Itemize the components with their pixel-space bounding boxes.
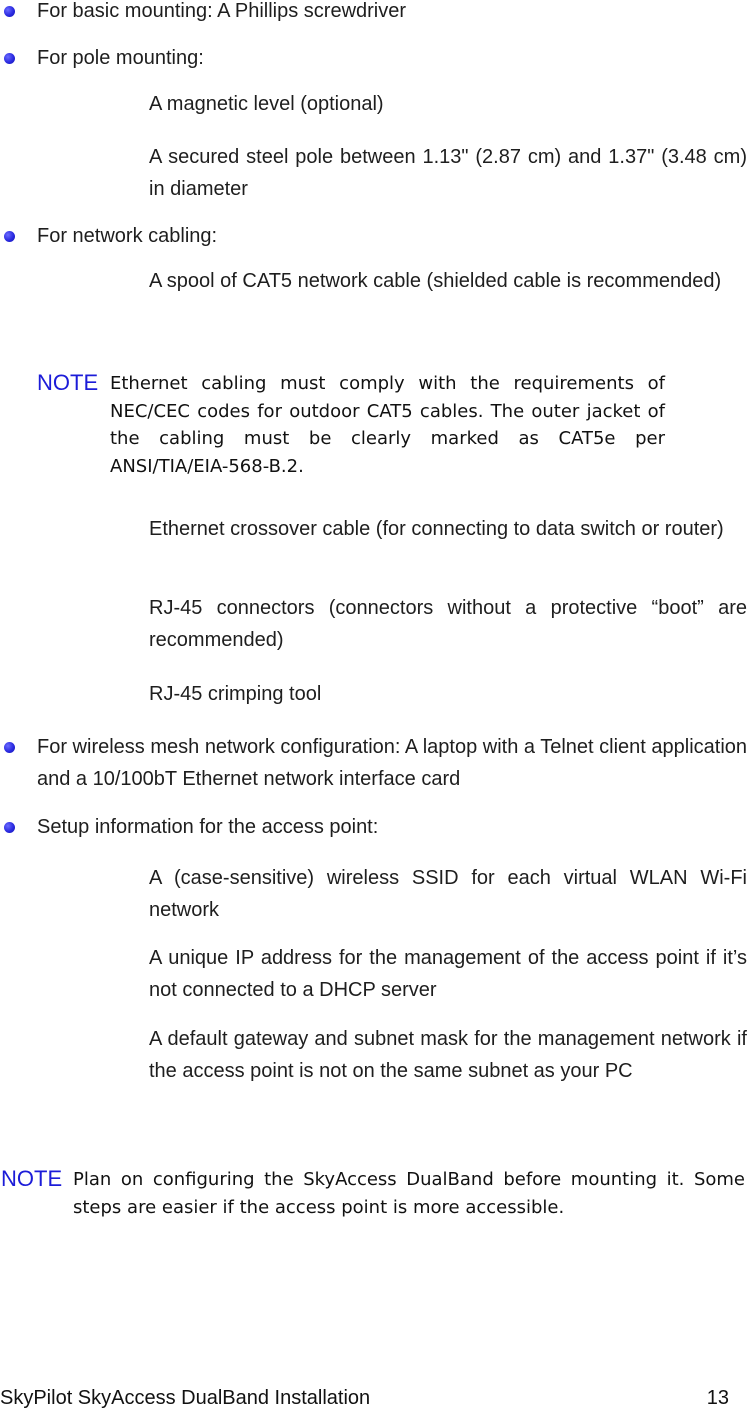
list-item-text: For basic mounting: A Phillips screwdriver bbox=[37, 0, 407, 22]
sub-item-crimping-tool: RJ-45 crimping tool bbox=[149, 683, 322, 705]
note-label: NOTE bbox=[1, 1166, 63, 1191]
list-item-text: Setup information for the access point: bbox=[37, 816, 379, 838]
sub-item-cat5-spool: A spool of CAT5 network cable (shielded cable is recommended) bbox=[149, 270, 722, 292]
note-text: Ethernet cabling must comply with the requirements of NEC/CEC codes for outdoor CAT5 cables. The outer jacket of the cabling must be clearly marked as CAT5e per ANSI/TIA/EIA-568-B.2. bbox=[110, 373, 665, 477]
list-item-text: For network cabling: bbox=[37, 225, 218, 247]
list-item-text: For wireless mesh network configuration: A laptop with a Telnet client application and a 10/100bT Ethernet network interface card bbox=[37, 736, 748, 790]
list-item-text: For pole mounting: bbox=[37, 47, 204, 69]
note-text: Plan on configuring the SkyAccess DualBand before mounting it. Some steps are easier if the access point is more accessible. bbox=[73, 1169, 745, 1218]
sub-item-ssid: A (case-sensitive) wireless SSID for each virtual WLAN Wi-Fi network bbox=[149, 867, 747, 921]
bullet-icon bbox=[4, 231, 15, 242]
bullet-icon bbox=[4, 53, 15, 64]
sub-item-ip-address: A unique IP address for the management of the access point if it’s not connected to a DHCP server bbox=[149, 947, 747, 1001]
footer-title: SkyPilot SkyAccess DualBand Installation bbox=[0, 1387, 371, 1409]
sub-item-gateway: A default gateway and subnet mask for the management network if the access point is not on the same subnet as your PC bbox=[149, 1028, 747, 1082]
page-number: 13 bbox=[706, 1387, 729, 1409]
bullet-icon bbox=[4, 822, 15, 833]
bullet-icon bbox=[4, 6, 15, 17]
sub-item-steel-pole: A secured steel pole between 1.13" (2.87 cm) and 1.37" (3.48 cm) in diameter bbox=[149, 146, 747, 200]
note-label: NOTE bbox=[37, 370, 99, 395]
sub-item-magnetic-level: A magnetic level (optional) bbox=[149, 93, 384, 115]
bullet-icon bbox=[4, 742, 15, 753]
sub-item-rj45-connectors: RJ-45 connectors (connectors without a protective “boot” are recommended) bbox=[149, 597, 747, 651]
sub-item-crossover-cable: Ethernet crossover cable (for connecting to data switch or router) bbox=[149, 518, 724, 540]
